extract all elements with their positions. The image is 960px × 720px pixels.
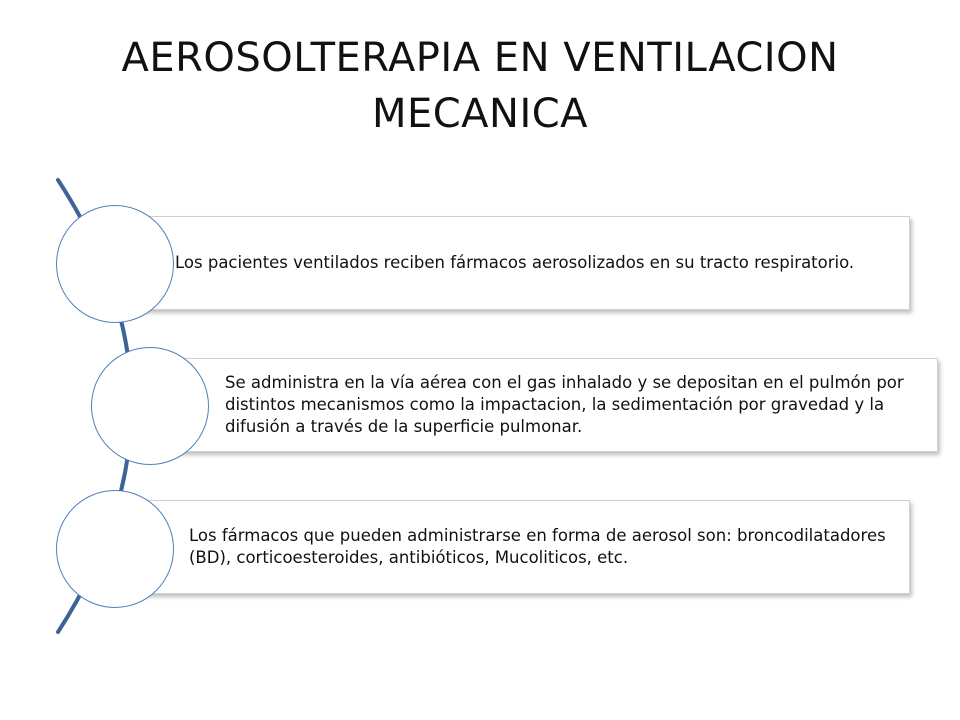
list-item-text-3: Los fármacos que pueden administrarse en forma de aerosol son: broncodilatadores (BD), corticoesteroides, antibióticos, Mucoliticos, etc.	[189, 526, 886, 567]
list-item-box-1	[118, 216, 910, 310]
list-item-circle-1	[56, 205, 174, 323]
list-item-circle-2	[91, 347, 209, 465]
list-item-box-3	[118, 500, 910, 594]
slide-title: AEROSOLTERAPIA EN VENTILACION MECANICA	[121, 35, 839, 137]
list-item-text-1: Los pacientes ventilados reciben fármacos aerosolizados en su tracto respiratorio.	[175, 253, 855, 272]
list-item-circle-3	[56, 490, 174, 608]
list-item-text-2: Se administra en la vía aérea con el gas inhalado y se depositan en el pulmón por distintos mecanismos como la impactacion, la sedimentación por gravedad y la difusión a través de la superficie pulmonar.	[225, 373, 904, 436]
list-item-box-2	[150, 358, 938, 452]
